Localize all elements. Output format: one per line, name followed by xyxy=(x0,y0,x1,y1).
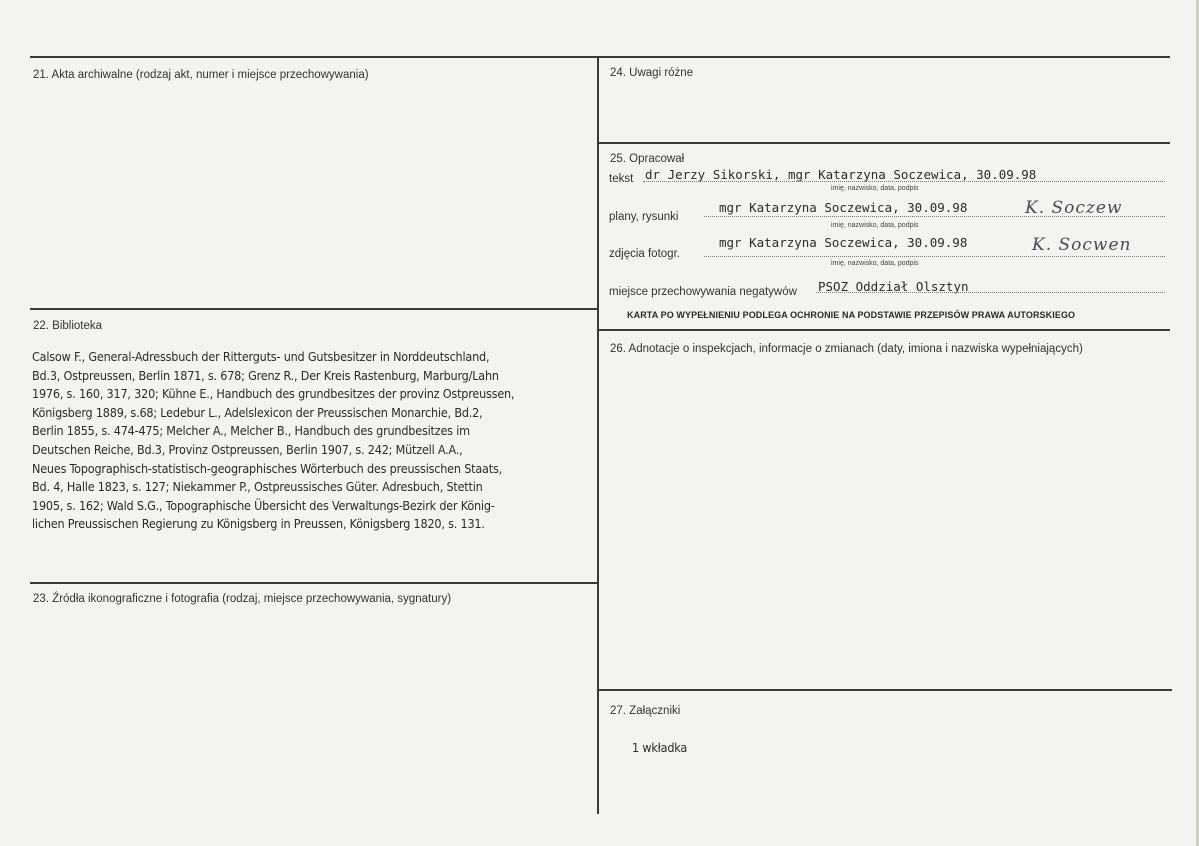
rule-22-23 xyxy=(30,582,598,584)
miejsce-dotted-line xyxy=(816,292,1165,293)
zdjecia-signature: K. Socwen xyxy=(1032,235,1132,255)
tekst-dotted-line xyxy=(643,181,1165,182)
copyright-notice: KARTA PO WYPEŁNIENIU PODLEGA OCHRONIE NA PODSTAWIE PRZEPISÓW PRAWA AUTORSKIEGO xyxy=(627,310,1076,320)
plany-caption: imię, nazwisko, data, podpis xyxy=(831,222,919,229)
section-23-label: 23. Źródła ikonograficzne i fotografia (rodzaj, miejsce przechowywania, sygnatury) xyxy=(33,593,452,605)
rule-24-25 xyxy=(598,142,1170,144)
zdjecia-value: mgr Katarzyna Soczewica, 30.09.98 xyxy=(719,235,968,250)
bibliography-line: 1976, s. 160, 317, 320; Kühne E., Handbuch des grundbesitzes der provinz Ostpreussen, xyxy=(32,386,515,402)
rule-21-22 xyxy=(30,308,598,310)
section-21-label: 21. Akta archiwalne (rodzaj akt, numer i miejsce przechowywania) xyxy=(33,69,369,81)
rule-25-26 xyxy=(598,329,1170,331)
zdjecia-dotted-line xyxy=(704,256,1165,257)
plany-label: plany, rysunki xyxy=(609,211,679,223)
bibliography-line: Bd.3, Ostpreussen, Berlin 1871, s. 678; Grenz R., Der Kreis Rastenburg, Marburg/Lahn xyxy=(32,367,499,383)
plany-dotted-line xyxy=(704,216,1165,217)
miejsce-value: PSOZ Oddział Olsztyn xyxy=(818,279,969,294)
bibliography-line: Deutschen Reiche, Bd.3, Provinz Ostpreussen, Berlin 1907, s. 242; Mützell A.A., xyxy=(32,442,463,457)
zdjecia-label: zdjęcia fotogr. xyxy=(609,248,680,260)
tekst-label: tekst xyxy=(609,173,634,185)
attachments-value: 1 wkładka xyxy=(632,740,688,755)
miejsce-label: miejsce przechowywania negatywów xyxy=(609,286,797,298)
section-26-label: 26. Adnotacje o inspekcjach, informacje o zmianach (daty, imiona i nazwiska wypełniających) xyxy=(610,343,1083,355)
bibliography-line: Berlin 1855, s. 474-475; Melcher A., Melcher B., Handbuch des grundbesitzes im xyxy=(32,423,470,439)
bibliography-line: 1905, s. 162; Wald S.G., Topographische Übersicht des Verwaltungs-Bezirk der König- xyxy=(32,497,495,513)
center-divider xyxy=(597,57,599,814)
top-rule xyxy=(30,56,1170,58)
tekst-value: dr Jerzy Sikorski, mgr Katarzyna Soczewica, 30.09.98 xyxy=(645,167,1037,182)
bibliography-line: lichen Preussischen Regierung zu Königsberg in Preussen, Königsberg 1820, s. 131. xyxy=(32,516,485,532)
section-24-label: 24. Uwagi różne xyxy=(610,67,694,79)
section-27-label: 27. Załączniki xyxy=(610,705,681,717)
rule-26-27 xyxy=(598,689,1172,691)
bibliography-line: Calsow F., General-Adressbuch der Ritterguts- und Gutsbesitzer in Norddeutschland, xyxy=(32,349,490,364)
section-25-label: 25. Opracował xyxy=(610,153,685,165)
bibliography-line: Neues Topographisch-statistisch-geographisches Wörterbuch des preussischen Staats, xyxy=(32,460,502,476)
plany-value: mgr Katarzyna Soczewica, 30.09.98 xyxy=(719,200,968,215)
section-22-label: 22. Biblioteka xyxy=(33,320,103,332)
tekst-caption: imię, nazwisko, data, podpis xyxy=(831,185,919,192)
bibliography-line: Bd. 4, Halle 1823, s. 127; Niekammer P., Ostpreussisches Güter. Adresbuch, Stettin xyxy=(32,479,483,495)
plany-signature: K. Soczew xyxy=(1025,198,1123,218)
bibliography-line: Königsberg 1889, s.68; Ledebur L., Adelslexicon der Preussischen Monarchie, Bd.2, xyxy=(32,404,483,420)
zdjecia-caption: imię, nazwisko, data, podpis xyxy=(831,260,919,267)
